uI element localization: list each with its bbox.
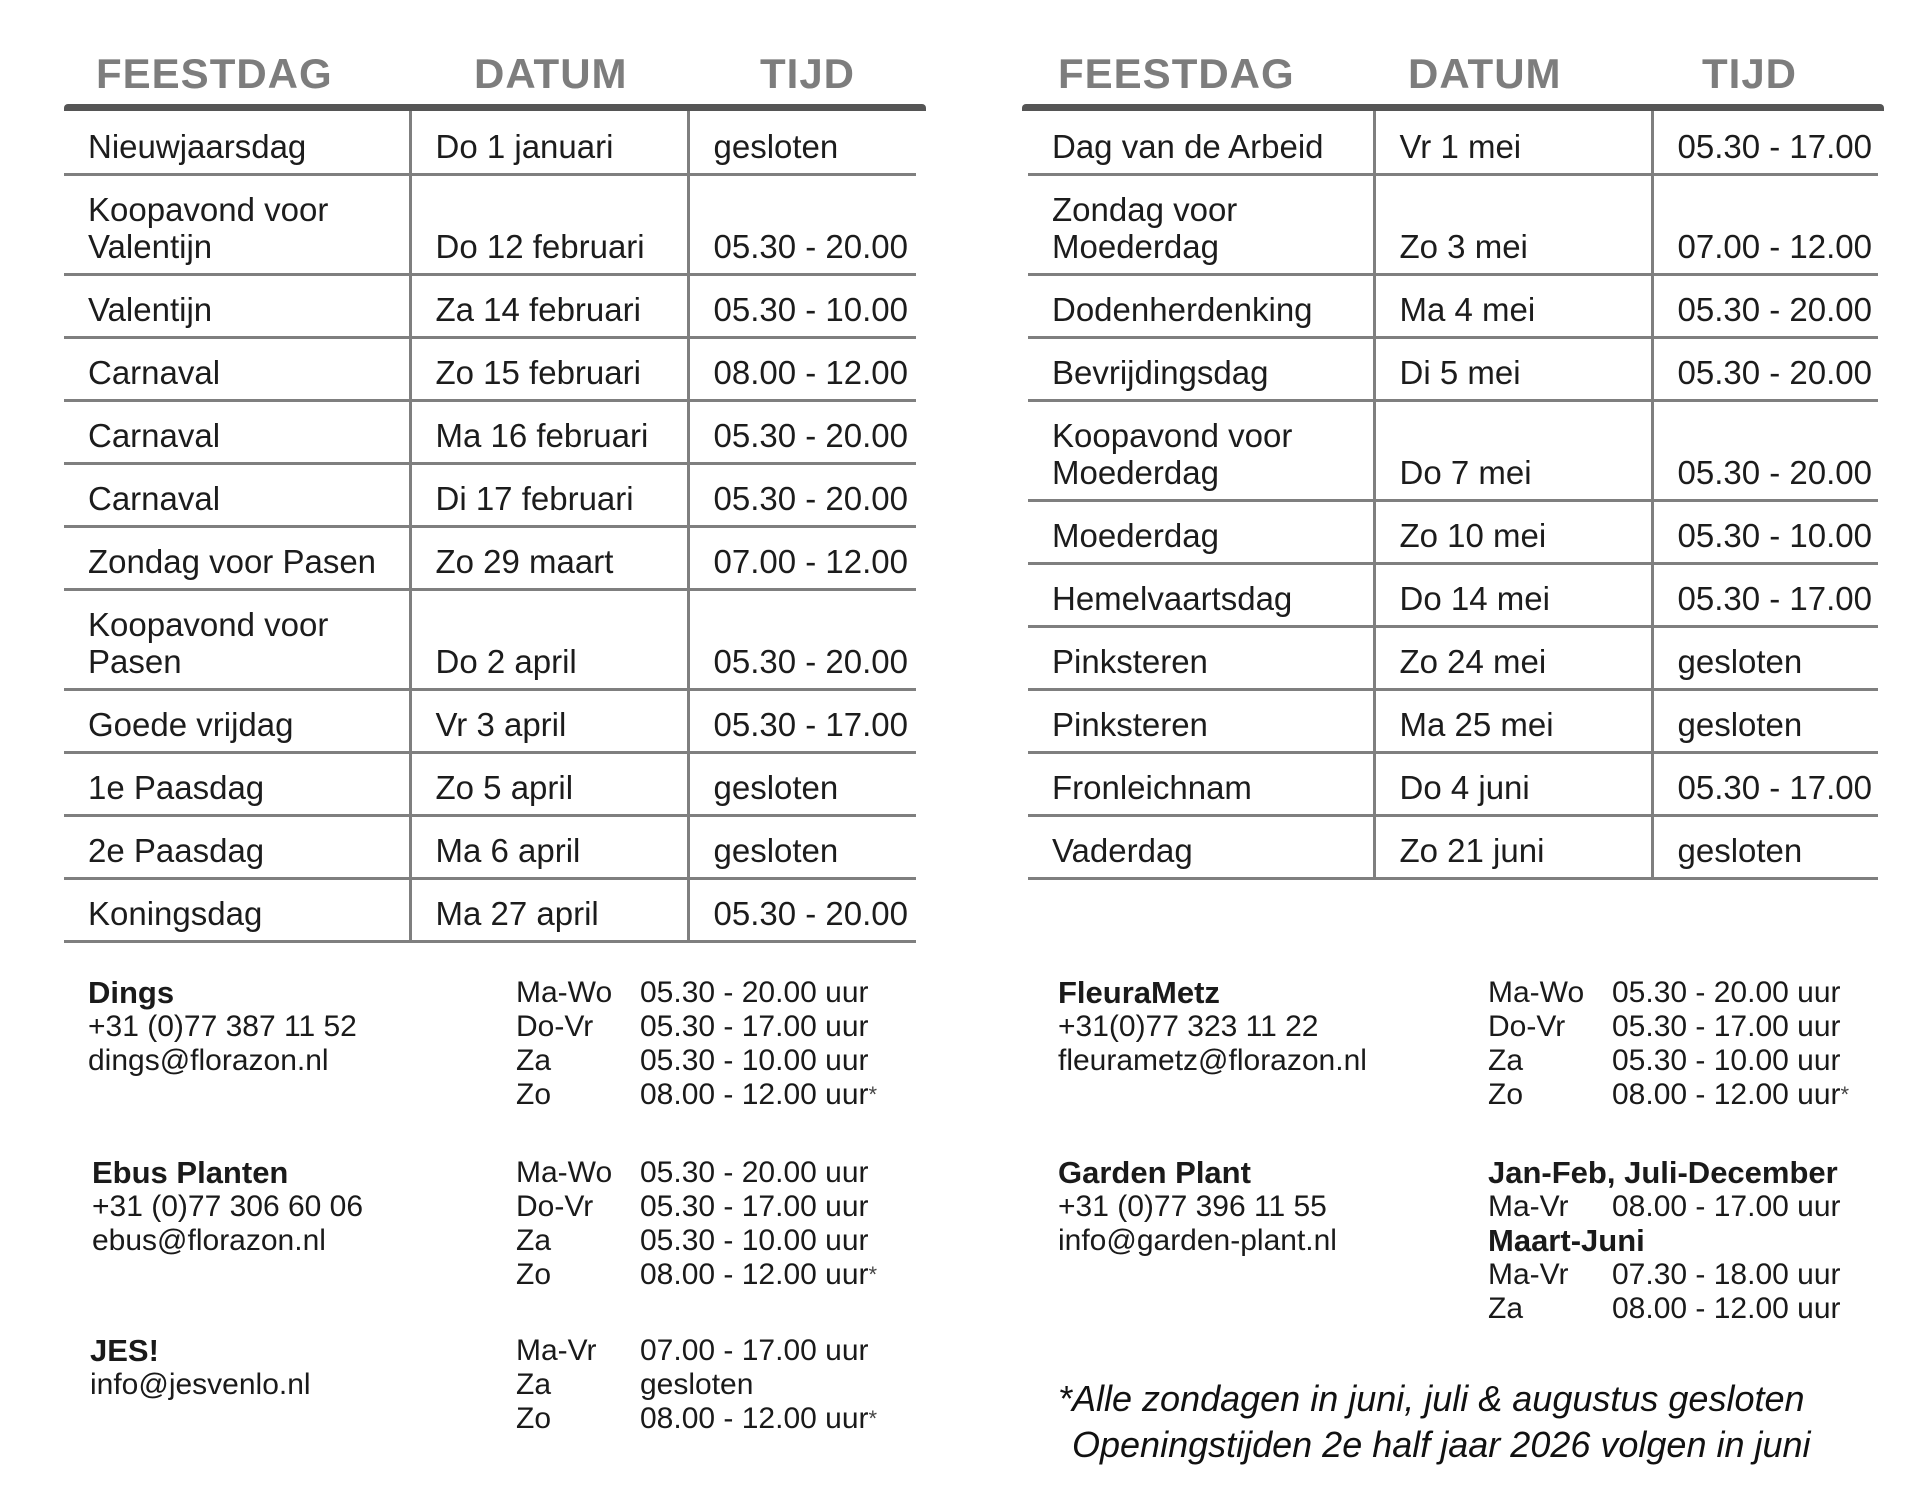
header-holiday: FEESTDAG <box>1058 50 1295 97</box>
table-row <box>1028 815 1878 878</box>
holiday-cell: Zondag voor Pasen <box>64 526 410 589</box>
table-row <box>1028 752 1878 815</box>
table-header <box>64 36 926 104</box>
footnote-asterisk: * <box>1840 1082 1850 1107</box>
table-row <box>1028 563 1878 626</box>
hours-fleurametz <box>1488 976 1849 1112</box>
holiday-cell: Dodenherdenking <box>1028 274 1374 337</box>
table-row <box>1028 689 1878 752</box>
hours-row <box>516 1010 877 1044</box>
table-row <box>64 526 916 589</box>
hours-row <box>1488 1292 1841 1326</box>
table-row <box>1028 174 1878 274</box>
header-time: TIJD <box>1702 50 1798 97</box>
date-cell: Zo 24 mei <box>1374 626 1652 689</box>
table-row <box>64 878 916 941</box>
holiday-cell: Carnaval <box>64 337 410 400</box>
date-cell: Vr 1 mei <box>1374 111 1652 174</box>
hours-day: Ma-Vr <box>516 1334 597 1367</box>
holiday-cell: Valentijn <box>64 274 410 337</box>
table-row <box>64 589 916 689</box>
table-row <box>64 111 916 174</box>
shop-dings <box>88 976 357 1078</box>
holiday-cell: Dag van de Arbeid <box>1028 111 1374 174</box>
holiday-cell: Koningsdag <box>64 878 410 941</box>
date-cell: Zo 21 juni <box>1374 815 1652 878</box>
shop-name: FleuraMetz <box>1058 975 1220 1010</box>
time-cell: 05.30 - 20.00 <box>1652 337 1878 400</box>
date-cell: Zo 29 maart <box>410 526 688 589</box>
date-cell: Di 5 mei <box>1374 337 1652 400</box>
hours-time: 08.00 - 12.00 uur <box>1612 1292 1841 1325</box>
hours-day: Do-Vr <box>516 1010 594 1043</box>
hours-row <box>516 1258 877 1292</box>
shop-phone: +31 (0)77 306 60 06 <box>92 1190 364 1223</box>
footnote-asterisk: * <box>868 1406 878 1431</box>
shop-phone: +31 (0)77 387 11 52 <box>88 1010 357 1043</box>
date-cell: Do 1 januari <box>410 111 688 174</box>
date-cell: Zo 5 april <box>410 752 688 815</box>
hours-day: Za <box>516 1224 552 1257</box>
table-row <box>1028 111 1878 174</box>
hours-row <box>1488 1258 1841 1292</box>
holiday-cell: Zondag voor Moederdag <box>1028 174 1374 274</box>
hours-row <box>516 1224 877 1258</box>
season-label: Maart-Juni <box>1488 1223 1645 1258</box>
shop-fleurametz <box>1058 976 1367 1078</box>
time-cell: gesloten <box>1652 815 1878 878</box>
header-holiday: FEESTDAG <box>96 50 333 97</box>
date-cell: Ma 6 april <box>410 815 688 878</box>
date-cell: Do 12 februari <box>410 174 688 274</box>
hours-row <box>516 1156 877 1190</box>
holiday-cell: Koopavond voor Moederdag <box>1028 400 1374 500</box>
date-cell: Di 17 februari <box>410 463 688 526</box>
shop-phone: +31 (0)77 396 11 55 <box>1058 1190 1327 1223</box>
hours-time: 07.30 - 18.00 uur <box>1612 1258 1841 1291</box>
hours-row <box>516 1368 877 1402</box>
hours-day: Zo <box>516 1258 552 1291</box>
hours-time: 08.00 - 12.00 uur <box>1612 1078 1841 1111</box>
header-date: DATUM <box>1408 50 1562 97</box>
table-row <box>64 815 916 878</box>
holiday-cell: Bevrijdingsdag <box>1028 337 1374 400</box>
time-cell: 05.30 - 20.00 <box>688 400 916 463</box>
table-row <box>64 400 916 463</box>
shop-email: dings@florazon.nl <box>88 1044 329 1077</box>
hours-day: Do-Vr <box>516 1190 594 1223</box>
hours-day: Zo <box>516 1078 552 1111</box>
table-row <box>64 752 916 815</box>
table-row <box>64 463 916 526</box>
holiday-cell: Carnaval <box>64 463 410 526</box>
header-time: TIJD <box>760 50 856 97</box>
holiday-cell: Fronleichnam <box>1028 752 1374 815</box>
hours-day: Ma-Vr <box>1488 1190 1569 1223</box>
time-cell: 05.30 - 10.00 <box>688 274 916 337</box>
date-cell: Do 14 mei <box>1374 563 1652 626</box>
date-cell: Ma 4 mei <box>1374 274 1652 337</box>
time-cell: 05.30 - 17.00 <box>1652 111 1878 174</box>
shop-email: ebus@florazon.nl <box>92 1224 326 1257</box>
date-cell: Do 7 mei <box>1374 400 1652 500</box>
date-cell: Vr 3 april <box>410 689 688 752</box>
hours-row <box>1488 1190 1841 1224</box>
hours-day: Za <box>516 1044 552 1077</box>
time-cell: 07.00 - 12.00 <box>1652 174 1878 274</box>
hours-day: Ma-Vr <box>1488 1258 1569 1291</box>
shop-email: fleurametz@florazon.nl <box>1058 1044 1367 1077</box>
hours-row <box>516 1402 877 1436</box>
time-cell: 05.30 - 17.00 <box>688 689 916 752</box>
shop-name: JES! <box>90 1333 159 1368</box>
time-cell: 05.30 - 10.00 <box>1652 500 1878 563</box>
time-cell: gesloten <box>688 111 916 174</box>
time-cell: 05.30 - 17.00 <box>1652 563 1878 626</box>
time-cell: 05.30 - 20.00 <box>688 174 916 274</box>
hours-day: Zo <box>1488 1078 1524 1111</box>
hours-time: gesloten <box>640 1368 754 1401</box>
hours-row <box>1488 1044 1849 1078</box>
hours-time: 05.30 - 10.00 uur <box>640 1044 869 1077</box>
hours-day: Zo <box>516 1402 552 1435</box>
table-row <box>1028 274 1878 337</box>
time-cell: gesloten <box>1652 626 1878 689</box>
holiday-table-left <box>64 36 926 943</box>
shop-phone: +31(0)77 323 11 22 <box>1058 1010 1319 1043</box>
footnote-asterisk: * <box>868 1262 878 1287</box>
holiday-cell: 1e Paasdag <box>64 752 410 815</box>
time-cell: 05.30 - 20.00 <box>1652 400 1878 500</box>
holiday-cell: Nieuwjaarsdag <box>64 111 410 174</box>
date-cell: Ma 25 mei <box>1374 689 1652 752</box>
shop-name: Dings <box>88 975 175 1010</box>
hours-time: 08.00 - 12.00 uur <box>640 1078 869 1111</box>
hours-row <box>516 1044 877 1078</box>
holiday-cell: Pinksteren <box>1028 626 1374 689</box>
hours-time: 08.00 - 12.00 uur <box>640 1402 869 1435</box>
hours-time: 05.30 - 20.00 uur <box>640 1156 869 1189</box>
season1-hours <box>1488 1190 1841 1224</box>
holiday-cell: 2e Paasdag <box>64 815 410 878</box>
hours-time: 05.30 - 20.00 uur <box>640 976 869 1009</box>
hours-day: Za <box>516 1368 552 1401</box>
holiday-cell: Moederdag <box>1028 500 1374 563</box>
hours-row <box>1488 976 1849 1010</box>
holiday-cell: Carnaval <box>64 400 410 463</box>
hours-time: 05.30 - 17.00 uur <box>1612 1010 1841 1043</box>
holiday-cell: Koopavond voor Pasen <box>64 589 410 689</box>
holiday-table <box>64 111 916 943</box>
time-cell: 05.30 - 20.00 <box>688 463 916 526</box>
table-row <box>1028 337 1878 400</box>
hours-row <box>516 1190 877 1224</box>
date-cell: Za 14 februari <box>410 274 688 337</box>
hours-time: 08.00 - 12.00 uur <box>640 1258 869 1291</box>
holiday-table-right <box>1022 36 1884 880</box>
hours-row <box>1488 1010 1849 1044</box>
date-cell: Zo 15 februari <box>410 337 688 400</box>
date-cell: Do 2 april <box>410 589 688 689</box>
hours-day: Ma-Wo <box>516 976 613 1009</box>
holiday-cell: Koopavond voor Valentijn <box>64 174 410 274</box>
hours-jes <box>516 1334 877 1436</box>
holiday-cell: Hemelvaartsdag <box>1028 563 1374 626</box>
time-cell: 05.30 - 20.00 <box>688 878 916 941</box>
table-row <box>64 174 916 274</box>
holiday-cell: Vaderdag <box>1028 815 1374 878</box>
footnote-line-1: *Alle zondagen in juni, juli & augustus gesloten <box>1058 1378 1805 1419</box>
header-rule <box>64 104 926 111</box>
hours-day: Za <box>1488 1044 1524 1077</box>
footnote-asterisk: * <box>868 1082 878 1107</box>
hours-ebus <box>516 1156 877 1292</box>
hours-garden-plant <box>1488 1156 1841 1326</box>
hours-time: 05.30 - 17.00 uur <box>640 1010 869 1043</box>
table-row <box>64 689 916 752</box>
hours-row <box>516 1078 877 1112</box>
date-cell: Ma 16 februari <box>410 400 688 463</box>
hours-time: 07.00 - 17.00 uur <box>640 1334 869 1367</box>
hours-row <box>516 976 877 1010</box>
hours-time: 05.30 - 10.00 uur <box>1612 1044 1841 1077</box>
time-cell: 05.30 - 20.00 <box>688 589 916 689</box>
hours-day: Za <box>1488 1292 1524 1325</box>
shop-name: Garden Plant <box>1058 1155 1251 1190</box>
hours-day: Ma-Wo <box>1488 976 1585 1009</box>
hours-day: Ma-Wo <box>516 1156 613 1189</box>
shop-email: info@jesvenlo.nl <box>90 1368 311 1401</box>
time-cell: 05.30 - 17.00 <box>1652 752 1878 815</box>
hours-row <box>516 1334 877 1368</box>
shop-email: info@garden-plant.nl <box>1058 1224 1337 1257</box>
shop-ebus <box>92 1156 363 1258</box>
table-row <box>1028 500 1878 563</box>
footnote <box>1058 1376 1811 1468</box>
table-header <box>1022 36 1884 104</box>
hours-time: 05.30 - 10.00 uur <box>640 1224 869 1257</box>
holiday-cell: Pinksteren <box>1028 689 1374 752</box>
table-row <box>1028 626 1878 689</box>
date-cell: Ma 27 april <box>410 878 688 941</box>
holiday-table <box>1028 111 1878 880</box>
table-row <box>1028 400 1878 500</box>
time-cell: gesloten <box>1652 689 1878 752</box>
time-cell: 08.00 - 12.00 <box>688 337 916 400</box>
season2-hours <box>1488 1258 1841 1326</box>
date-cell: Zo 10 mei <box>1374 500 1652 563</box>
hours-time: 08.00 - 17.00 uur <box>1612 1190 1841 1223</box>
hours-row <box>1488 1078 1849 1112</box>
hours-time: 05.30 - 20.00 uur <box>1612 976 1841 1009</box>
shop-name: Ebus Planten <box>92 1155 289 1190</box>
shop-garden-plant <box>1058 1156 1337 1258</box>
time-cell: gesloten <box>688 815 916 878</box>
hours-dings <box>516 976 877 1112</box>
hours-time: 05.30 - 17.00 uur <box>640 1190 869 1223</box>
shop-jes <box>90 1334 311 1402</box>
time-cell: 07.00 - 12.00 <box>688 526 916 589</box>
header-date: DATUM <box>474 50 628 97</box>
header-rule <box>1022 104 1884 111</box>
time-cell: gesloten <box>688 752 916 815</box>
date-cell: Zo 3 mei <box>1374 174 1652 274</box>
time-cell: 05.30 - 20.00 <box>1652 274 1878 337</box>
footnote-line-2: Openingstijden 2e half jaar 2026 volgen in juni <box>1072 1424 1811 1465</box>
season-label: Jan-Feb, Juli-December <box>1488 1155 1838 1190</box>
holiday-cell: Goede vrijdag <box>64 689 410 752</box>
date-cell: Do 4 juni <box>1374 752 1652 815</box>
table-row <box>64 274 916 337</box>
table-row <box>64 337 916 400</box>
hours-day: Do-Vr <box>1488 1010 1566 1043</box>
